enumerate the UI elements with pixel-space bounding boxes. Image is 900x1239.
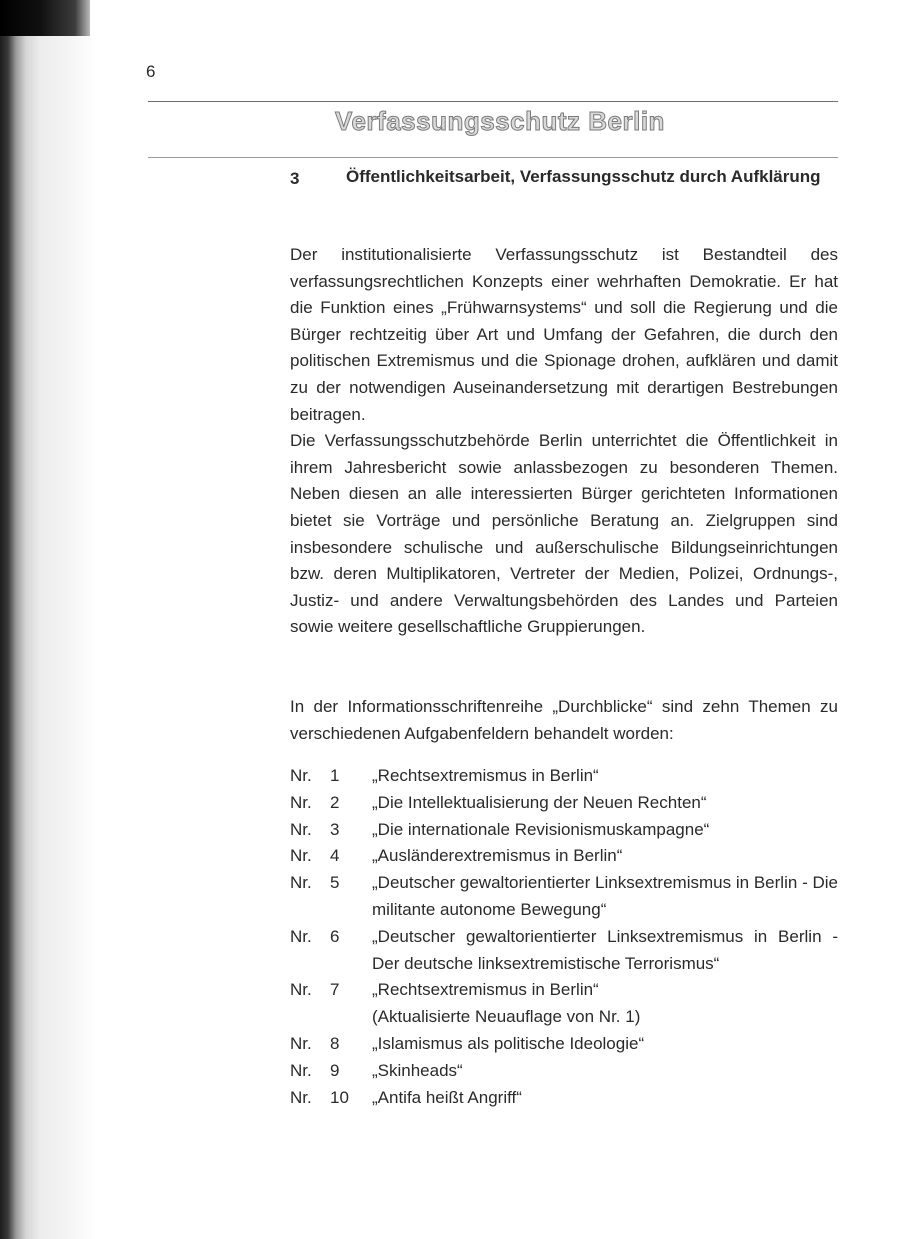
issue-list	[290, 763, 838, 1111]
issue-title: „Die Intellektualisierung der Neuen Rechten“	[372, 792, 707, 812]
intro-text	[290, 242, 838, 641]
issue-title: „Skinheads“	[372, 1060, 463, 1080]
list-item	[290, 817, 838, 844]
paragraph: In der Informationsschriftenreihe „Durchblicke“ sind zehn Themen zu verschiedenen Aufgabenfeldern behandelt worden:	[290, 697, 838, 743]
issue-number: 5	[330, 873, 340, 893]
issue-prefix: Nr.	[290, 1060, 312, 1080]
section-title: Öffentlichkeitsarbeit, Verfassungsschutz durch Aufklärung	[346, 167, 821, 186]
issue-title: „Antifa heißt Angriff“	[372, 1087, 522, 1107]
paragraph: Die Verfassungsschutzbehörde Berlin unterrichtet die Öffentlichkeit in ihrem Jahresbericht sowie anlassbezogen zu besonderen Themen. Neben diesen an alle interessierten Bürger gerichteten Informationen bietet sie Vorträge und persönliche Beratung an. Zielgruppen sind insbesondere schulische und außerschulische Bildungseinrichtungen bzw. deren Multiplikatoren, Vertreter der Medien, Polizei, Ordnungs-, Justiz- und andere Verwaltungsbehörden des Landes und Parteien sowie weitere gesellschaftliche Gruppierungen.	[290, 431, 838, 637]
list-item	[290, 924, 838, 978]
issue-title: „Rechtsextremismus in Berlin“ (Aktualisierte Neuauflage von Nr. 1)	[372, 977, 838, 1031]
issue-number: 10	[330, 1087, 349, 1107]
list-item	[290, 1085, 838, 1112]
issue-title: „Die internationale Revisionismuskampagne“	[372, 819, 710, 839]
list-item	[290, 790, 838, 817]
page-number: 6	[146, 62, 156, 81]
issue-prefix: Nr.	[290, 1087, 312, 1107]
list-item	[290, 977, 838, 1031]
paragraph: Der institutionalisierte Verfassungsschutz ist Bestandteil des verfassungsrechtlichen Konzepts einer wehrhaften Demokratie. Er hat die Funktion eines „Frühwarnsystems“ und soll die Regierung und die Bürger rechtzeitig über Art und Umfang der Gefahren, die durch den politischen Extremismus und die Spionage drohen, aufklären und damit zu der notwendigen Auseinandersetzung mit derartigen Bestrebungen beitragen.	[290, 245, 838, 424]
issue-prefix: Nr.	[290, 926, 312, 946]
issue-prefix: Nr.	[290, 766, 312, 785]
list-item	[290, 1031, 838, 1058]
header-rule	[148, 101, 838, 102]
series-intro	[290, 694, 838, 747]
issue-prefix: Nr.	[290, 1033, 312, 1053]
issue-number: 7	[330, 980, 340, 1000]
running-title: Verfassungsschutz Berlin	[335, 106, 665, 136]
issue-title: „Islamismus als politische Ideologie“	[372, 1033, 645, 1053]
issue-title: „Ausländerextremismus in Berlin“	[372, 846, 623, 866]
issue-number: 2	[330, 792, 340, 812]
issue-prefix: Nr.	[290, 846, 312, 866]
book-binding-shadow	[0, 0, 96, 1239]
list-item	[290, 1058, 838, 1085]
issue-number: 9	[330, 1060, 340, 1080]
issue-prefix: Nr.	[290, 980, 312, 1000]
list-item	[290, 870, 838, 924]
issue-title: „Deutscher gewaltorientierter Linksextremismus in Berlin - Der deutsche linksextremistische Terrorismus“	[372, 926, 838, 973]
section-number: 3	[290, 169, 300, 188]
list-item	[290, 763, 838, 790]
header-underline	[148, 157, 838, 158]
issue-number: 1	[330, 766, 340, 785]
list-item	[290, 843, 838, 870]
issue-title: „Rechtsextremismus in Berlin“	[372, 766, 599, 785]
issue-number: 4	[330, 846, 340, 866]
issue-prefix: Nr.	[290, 873, 312, 893]
issue-number: 8	[330, 1033, 340, 1053]
issue-note: (Aktualisierte Neuauflage von Nr. 1)	[372, 1007, 641, 1027]
issue-number: 6	[330, 926, 340, 946]
issue-title: „Deutscher gewaltorientierter Linksextremismus in Berlin - Die militante autonome Bewegung“	[372, 873, 838, 919]
binding-dark-corner	[0, 0, 90, 36]
issue-prefix: Nr.	[290, 792, 312, 812]
issue-prefix: Nr.	[290, 819, 312, 839]
issue-number: 3	[330, 819, 340, 839]
